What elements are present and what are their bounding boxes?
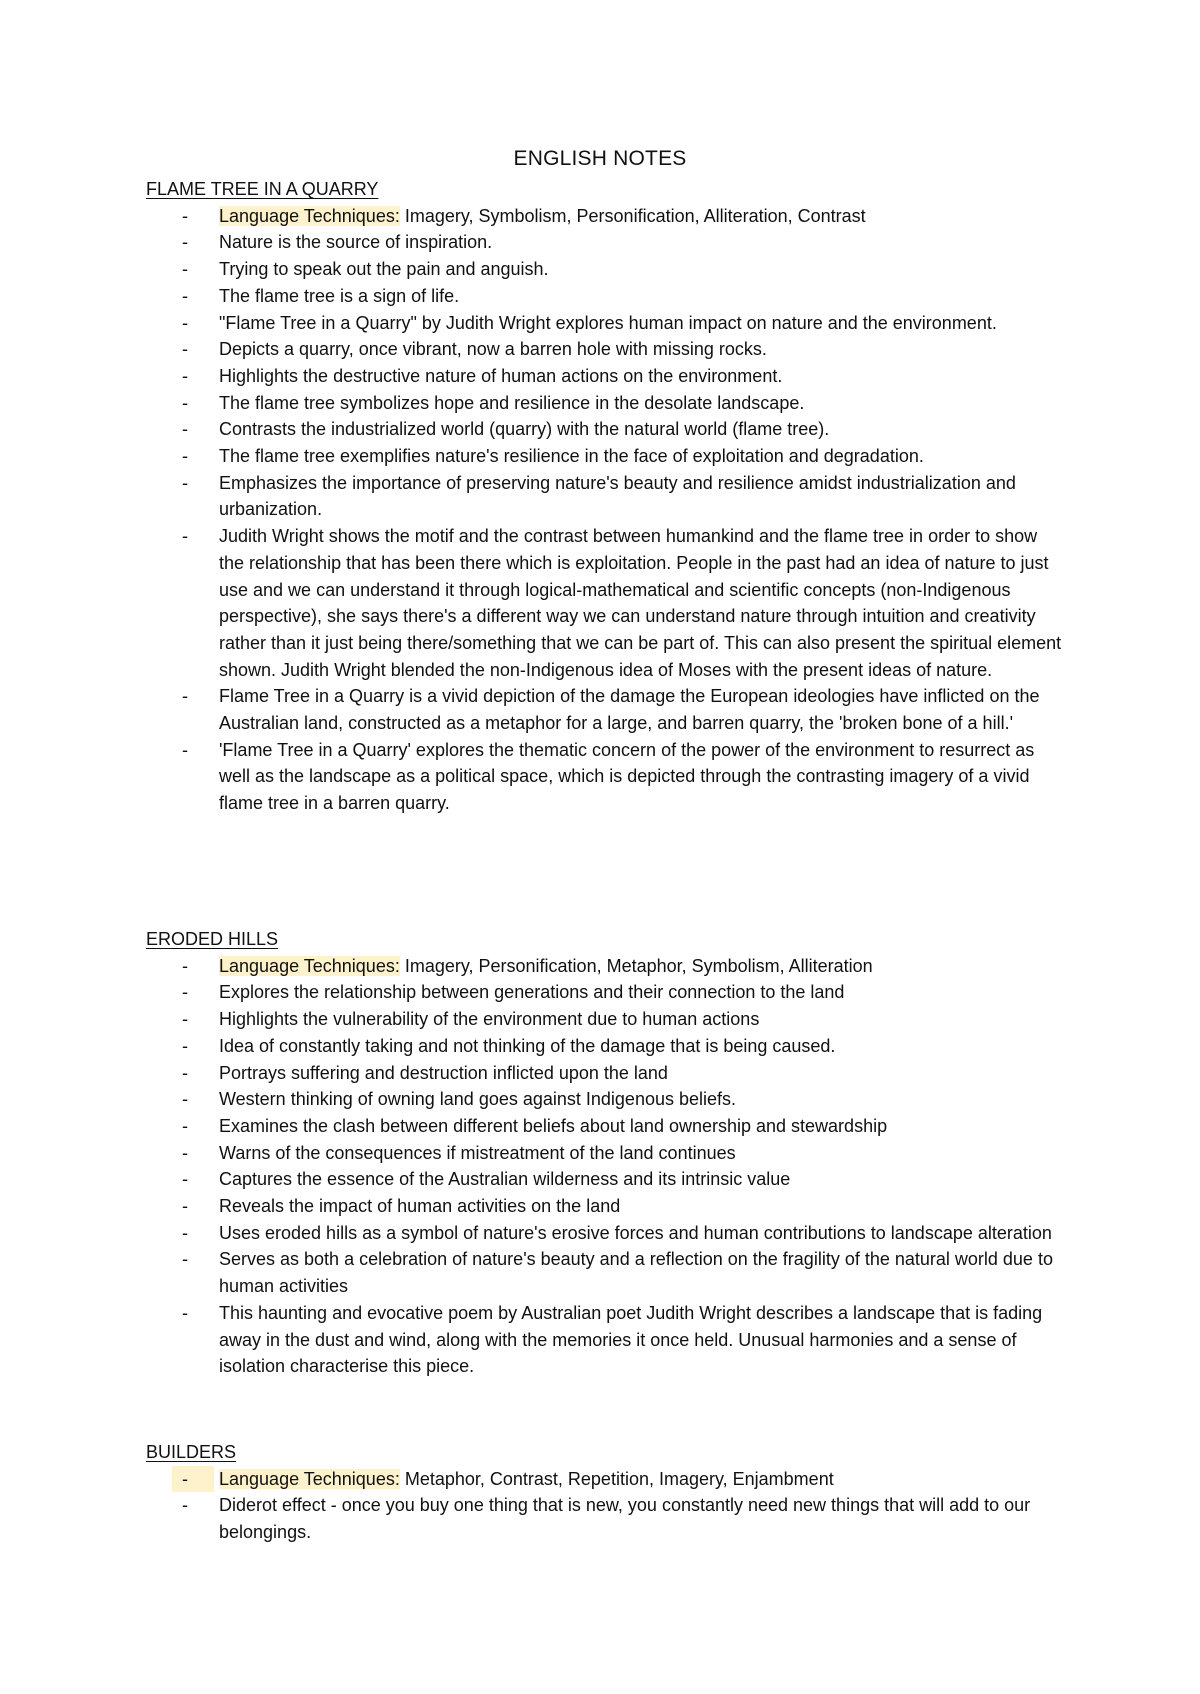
techniques-label: Language Techniques: xyxy=(219,205,400,226)
list-item: - Judith Wright shows the motif and the contrast between humankind and the flame tree in order to show the relationship that has been there which is exploitation. People in the past had an idea of nature to just use and we can understand it through logical-mathematical and scientific concepts (non-Indigenous perspective), she says there's a different way we can understand nature through intuition and creativity rather than it just being there/something that we can be part of. This can also present the spiritual element shown. Judith Wright blended the non-Indigenous idea of Moses with the present ideas of nature. xyxy=(182,526,1062,680)
list-item: - Captures the essence of the Australian wilderness and its intrinsic value xyxy=(182,1169,791,1190)
notes-list xyxy=(146,953,1066,1380)
list-item: - Nature is the source of inspiration. xyxy=(182,232,493,253)
page-title: ENGLISH NOTES xyxy=(513,147,687,170)
list-item-techniques: - Language Techniques: Metaphor, Contrast, Repetition, Imagery, Enjambment xyxy=(146,1466,1066,1493)
list-item: - Diderot effect - once you buy one thing that is new, you constantly need new things that will add to our belongings. xyxy=(182,1495,1031,1543)
techniques-value: Imagery, Symbolism, Personification, Alliteration, Contrast xyxy=(399,205,866,226)
list-item: - Trying to speak out the pain and anguish. xyxy=(182,259,549,280)
list-item: - Depicts a quarry, once vibrant, now a barren hole with missing rocks. xyxy=(182,339,767,360)
list-item: - Examines the clash between different beliefs about land ownership and stewardship xyxy=(182,1115,888,1136)
list-item: - This haunting and evocative poem by Australian poet Judith Wright describes a landscape that is fading away in the dust and wind, along with the memories it once held. Unusual harmonies and a sense of isolation characterise this piece. xyxy=(182,1302,1043,1377)
section-heading: ERODED HILLS xyxy=(146,929,279,949)
list-item: - The flame tree symbolizes hope and resilience in the desolate landscape. xyxy=(182,392,805,413)
list-item-techniques: - Language Techniques: Imagery, Symbolism, Personification, Alliteration, Contrast xyxy=(182,205,866,226)
list-item: - Western thinking of owning land goes against Indigenous beliefs. xyxy=(182,1089,737,1110)
list-item: - "Flame Tree in a Quarry" by Judith Wright explores human impact on nature and the environment. xyxy=(182,312,997,333)
section-flame-tree xyxy=(146,176,1066,817)
notes-list xyxy=(146,1466,1066,1546)
list-item: - Serves as both a celebration of nature's beauty and a reflection on the fragility of the natural world due to human activities xyxy=(182,1249,1053,1297)
list-item: - Warns of the consequences if mistreatment of the land continues xyxy=(182,1142,736,1163)
section-heading: FLAME TREE IN A QUARRY xyxy=(146,179,379,199)
list-item: - Idea of constantly taking and not thinking of the damage that is being caused. xyxy=(182,1035,836,1056)
list-item: - Explores the relationship between generations and their connection to the land xyxy=(182,982,845,1003)
section-heading: BUILDERS xyxy=(146,1442,237,1462)
list-item: - Contrasts the industrialized world (quarry) with the natural world (flame tree). xyxy=(182,419,830,440)
list-item: - 'Flame Tree in a Quarry' explores the thematic concern of the power of the environment to resurrect as well as the landscape as a political space, which is depicted through the contrasting imagery of a vivid flame tree in a barren quarry. xyxy=(182,739,1035,814)
list-item: - Reveals the impact of human activities on the land xyxy=(182,1196,621,1217)
list-item: - Highlights the vulnerability of the environment due to human actions xyxy=(182,1009,760,1030)
list-item: - Highlights the destructive nature of human actions on the environment. xyxy=(182,365,783,386)
techniques-value: Metaphor, Contrast, Repetition, Imagery, Enjambment xyxy=(399,1468,834,1489)
section-builders xyxy=(146,1439,1066,1546)
list-item: - The flame tree exemplifies nature's resilience in the face of exploitation and degradation. xyxy=(182,446,924,467)
list-item: - Uses eroded hills as a symbol of nature's erosive forces and human contributions to landscape alteration xyxy=(182,1222,1052,1243)
list-item: - Portrays suffering and destruction inflicted upon the land xyxy=(182,1062,668,1083)
list-item-techniques: - Language Techniques: Imagery, Personification, Metaphor, Symbolism, Alliteration xyxy=(182,955,873,976)
techniques-label: Language Techniques: xyxy=(219,955,400,976)
list-item: - Emphasizes the importance of preserving nature's beauty and resilience amidst industrialization and urbanization. xyxy=(182,472,1016,520)
notes-list xyxy=(146,203,1066,817)
section-eroded-hills xyxy=(146,926,1066,1380)
techniques-label: Language Techniques: xyxy=(219,1468,400,1489)
list-item: - Flame Tree in a Quarry is a vivid depiction of the damage the European ideologies have inflicted on the Australian land, constructed as a metaphor for a large, and barren quarry, the 'broken bone of a hill.' xyxy=(182,686,1040,734)
techniques-value: Imagery, Personification, Metaphor, Symbolism, Alliteration xyxy=(399,955,873,976)
list-item: - The flame tree is a sign of life. xyxy=(182,285,460,306)
